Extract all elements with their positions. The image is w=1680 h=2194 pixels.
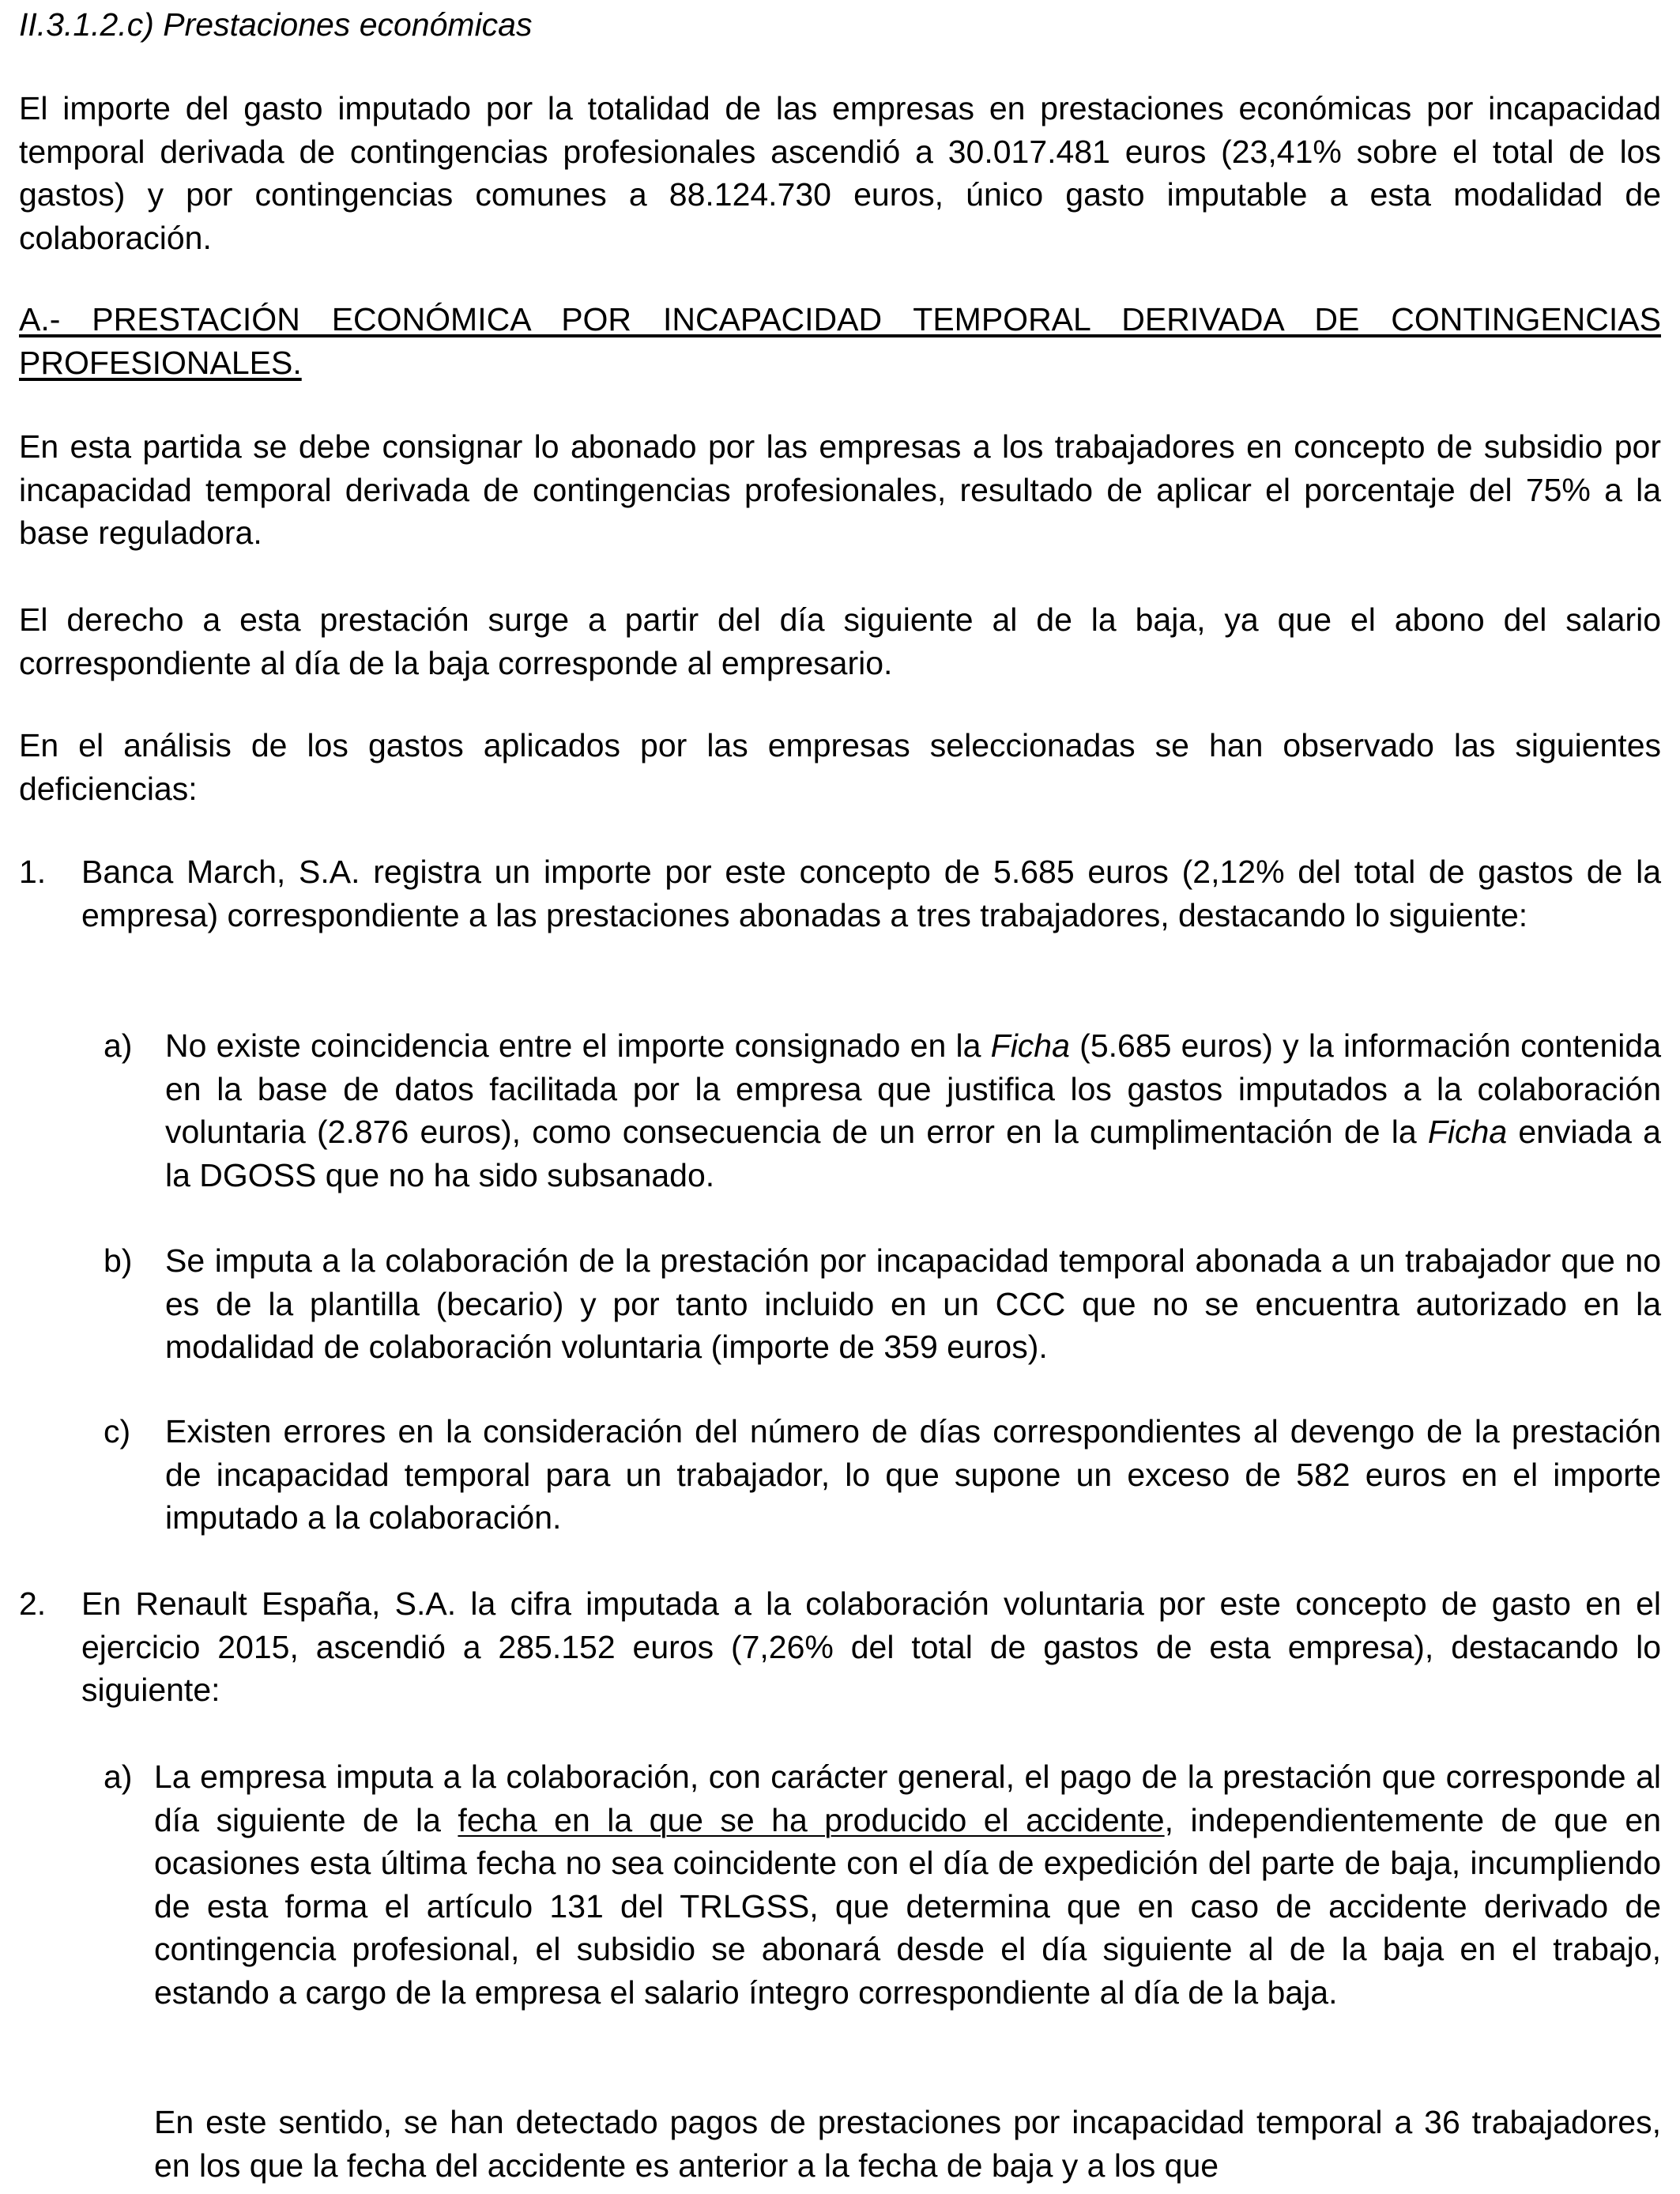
paragraph-2: En esta partida se debe consignar lo abonado por las empresas a los trabajadores en concepto de subsidio por incapacidad temporal derivada de contingencias profesionales, resultado de aplicar el porcentaje del 75% a la base reguladora.	[19, 428, 1661, 551]
list-item-1-a-ficha-1: Ficha	[990, 1027, 1070, 1064]
paragraph-4-block	[19, 724, 1661, 810]
list-item-1-a	[19, 1024, 1661, 1197]
list-item-1-b-label: b)	[104, 1242, 133, 1279]
list-item-1-a-label: a)	[104, 1027, 133, 1064]
list-item-2-a-label: a)	[104, 1759, 133, 1795]
list-item-1-c-text: Existen errores en la consideración del número de días correspondientes al devengo de la prestación de incapacidad temporal para un trabajador, lo que supone un exceso de 582 euros en el importe imputado a la colaboración.	[165, 1413, 1661, 1536]
list-item-2-a	[19, 1755, 1661, 2014]
list-item-1-a-text	[165, 1024, 1661, 1197]
list-item-1-number: 1.	[19, 854, 47, 890]
list-item-1-c-label: c)	[104, 1413, 131, 1449]
paragraph-3: El derecho a esta prestación surge a partir del día siguiente al de la baja, ya que el abono del salario correspondiente al día de la baja corresponde al empresario.	[19, 601, 1661, 681]
subheading-a-text: A.- PRESTACIÓN ECONÓMICA POR INCAPACIDAD TEMPORAL DERIVADA DE CONTINGENCIAS PROFESIONALES.	[19, 301, 1661, 381]
paragraph-3-block	[19, 598, 1661, 684]
list-item-2-a-continuation	[19, 2101, 1661, 2187]
paragraph-4: En el análisis de los gastos aplicados por las empresas seleccionadas se han observado las siguientes deficiencias:	[19, 727, 1661, 807]
list-item-1-a-part3: enviada a la DGOSS que no ha sido subsanado.	[165, 1114, 1661, 1193]
list-item-1-b-text: Se imputa a la colaboración de la prestación por incapacidad temporal abonada a un trabajador que no es de la plantilla (becario) y por tanto incluido en un CCC que no se encuentra autorizado en la modalidad de colaboración voluntaria (importe de 359 euros).	[165, 1242, 1661, 1365]
paragraph-2-block	[19, 425, 1661, 555]
list-item-1-b	[19, 1239, 1661, 1369]
list-item-1-a-part2: (5.685 euros) y la información contenida en la base de datos facilitada por la empresa que justifica los gastos imputados a la colaboración voluntaria (2.876 euros), como consecuencia de un error en la cumplimentación de la	[165, 1027, 1661, 1150]
list-item-1	[19, 850, 1661, 937]
intro-paragraph: El importe del gasto imputado por la totalidad de las empresas en prestaciones económicas por incapacidad temporal derivada de contingencias profesionales ascendió a 30.017.481 euros (23,41% sobre el total de los gastos) y por contingencias comunes a 88.124.730 euros, único gasto imputable a esta modalidad de colaboración.	[19, 90, 1661, 256]
list-item-1-a-ficha-2: Ficha	[1427, 1114, 1508, 1150]
list-item-2-a-underlined: fecha en la que se ha producido el accidente	[458, 1801, 1165, 1838]
list-item-2-number: 2.	[19, 1585, 47, 1622]
subheading-a	[19, 298, 1661, 384]
section-heading: II.3.1.2.c) Prestaciones económicas	[19, 6, 533, 43]
list-item-1-a-part1: No existe coincidencia entre el importe consignado en la	[165, 1027, 991, 1064]
subheading-a-block	[19, 298, 1661, 384]
list-item-2-a-text	[154, 1755, 1661, 2014]
list-item-1-text: Banca March, S.A. registra un importe por este concepto de 5.685 euros (2,12% del total de gastos de la empresa) correspondiente a las prestaciones abonadas a tres trabajadores, destacando lo siguiente:	[81, 854, 1661, 933]
list-item-2-a-part1: La empresa imputa a la colaboración, con carácter general, el pago de la prestación que corresponde al día siguiente de la	[154, 1759, 1661, 1838]
list-item-2-a-continuation-text: En este sentido, se han detectado pagos de prestaciones por incapacidad temporal a 36 trabajadores, en los que la fecha del accidente es anterior a la fecha de baja y a los que	[154, 2104, 1661, 2184]
list-item-2-a-part2: , independientemente de que en ocasiones esta última fecha no sea coincidente con el día de expedición del parte de baja, incumpliendo de esta forma el artículo 131 del TRLGSS, que determina que en caso de accidente derivado de contingencia profesional, el subsidio se abonará desde el día siguiente al de la baja en el trabajo, estando a cargo de la empresa el salario íntegro correspondiente al día de la baja.	[154, 1801, 1661, 2011]
list-item-2-text: En Renault España, S.A. la cifra imputada a la colaboración voluntaria por este concepto de gasto en el ejercicio 2015, ascendió a 285.152 euros (7,26% del total de gastos de esta empresa), destacando lo siguiente:	[81, 1585, 1661, 1708]
list-item-2	[19, 1582, 1661, 1712]
list-item-1-c	[19, 1410, 1661, 1540]
intro-paragraph-block	[19, 87, 1661, 259]
